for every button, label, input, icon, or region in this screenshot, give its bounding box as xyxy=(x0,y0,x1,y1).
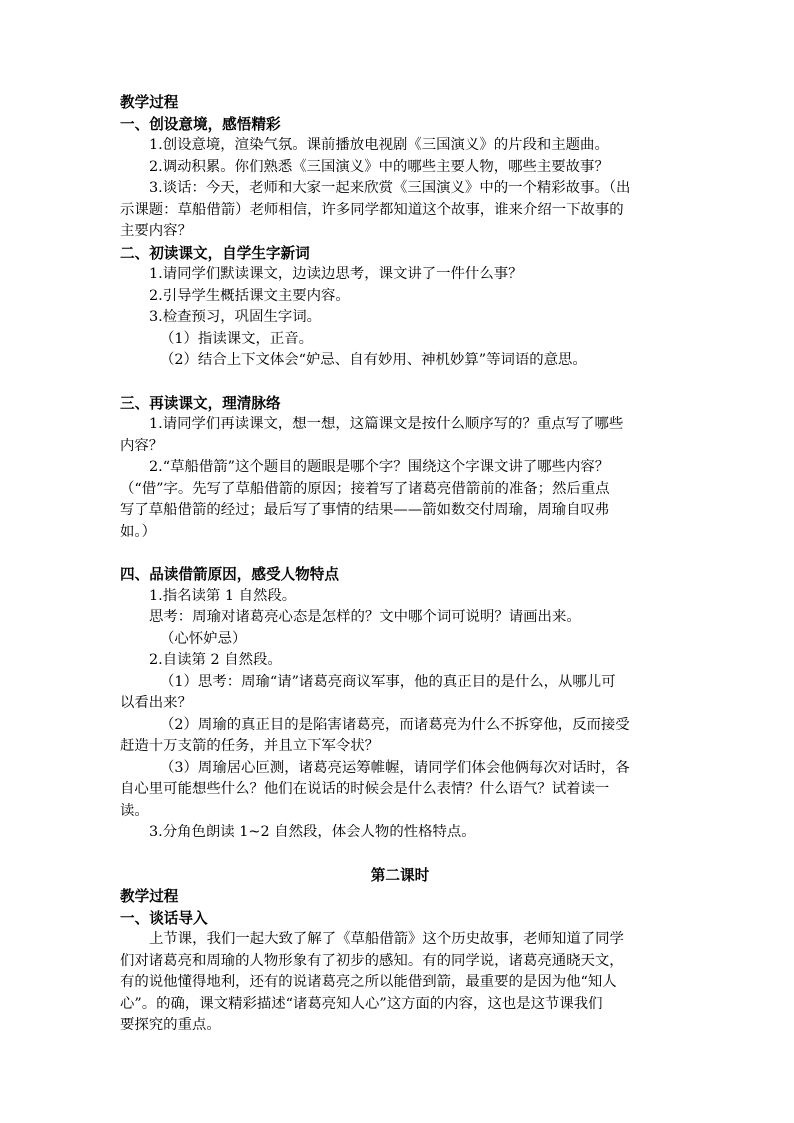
text-line: 如。） xyxy=(120,523,156,540)
section-heading: 第二课时 xyxy=(370,866,430,884)
text-line: 们对诸葛亮和周瑜的人物形象有了初步的感知。有的同学说，诸葛亮通晓天文， xyxy=(120,952,624,969)
text-line: 赶造十万支箭的任务，并且立下军令状？ xyxy=(120,738,380,754)
text-line: 有的说他懂得地利，还有的说诸葛亮之所以能借到箭，最重要的是因为他“知人 xyxy=(120,974,617,990)
text-line: 1.创设意境，渲染气氛。课前播放电视剧《三国演义》的片段和主题曲。 xyxy=(149,137,609,153)
text-line: （“借”字。先写了草船借箭的原因；接着写了诸葛亮借箭前的准备；然后重点 xyxy=(120,480,610,497)
text-line: 2.自读第 2 自然段。 xyxy=(149,652,282,668)
text-line: （3）周瑜居心叵测，诸葛亮运筹帷幄，请同学们体会他俩每次对话时，各 xyxy=(160,759,630,776)
section-heading: 二、初读课文，自学生字新词 xyxy=(120,244,310,262)
text-line: 自心里可能想些什么？他们在说话的时候会是什么表情？什么语气？试着读一 xyxy=(120,781,610,797)
text-line: 主要内容？ xyxy=(120,223,192,239)
section-heading: 一、谈话导入 xyxy=(120,909,208,927)
text-line: 写了草船借箭的经过；最后写了事情的结果——箭如数交付周瑜，周瑜自叹弗 xyxy=(120,502,610,518)
blank-line xyxy=(120,844,680,865)
blank-line xyxy=(120,372,680,393)
text-line: 读。 xyxy=(120,802,149,819)
text-line: 示课题：草船借箭）老师相信，许多同学都知道这个故事，谁来介绍一下故事的 xyxy=(120,201,624,218)
text-line: 3.分角色朗读 1~2 自然段，体会人物的性格特点。 xyxy=(149,824,476,840)
section-heading: 一、创设意境，感悟精彩 xyxy=(120,115,281,133)
text-line: 1.请同学们再读课文，想一想，这篇课文是按什么顺序写的？重点写了哪些 xyxy=(149,416,624,432)
text-line: （2）结合上下文体会“妒忌、自有妙用、神机妙算”等词语的意思。 xyxy=(160,352,587,368)
text-line: 内容？ xyxy=(120,437,164,454)
text-line: （1）思考：周瑜“请”诸葛亮商议军事，他的真正目的是什么，从哪儿可 xyxy=(160,673,616,690)
text-line: 心”。的确，课文精彩描述“诸葛亮知人心”这方面的内容，这也是这节课我们 xyxy=(120,995,603,1012)
text-line: 2.引导学生概括课文主要内容。 xyxy=(149,287,350,304)
document-page xyxy=(120,92,680,1037)
section-heading: 三、再读课文，理清脉络 xyxy=(120,394,281,412)
text-line: 1.请同学们默读课文，边读边思考，课文讲了一件什么事？ xyxy=(149,266,523,282)
text-line: 要探究的重点。 xyxy=(120,1017,221,1033)
text-line: （心怀妒忌） xyxy=(160,630,247,647)
text-line: 上节课，我们一起大致了解了《草船借箭》这个历史故事，老师知道了同学 xyxy=(149,931,624,947)
section-heading: 教学过程 xyxy=(120,888,179,905)
text-line: 3.谈话：今天，老师和大家一起来欣赏《三国演义》中的一个精彩故事。（出 xyxy=(149,180,631,196)
text-line: （2）周瑜的真正目的是陷害诸葛亮，而诸葛亮为什么不拆穿他，反而接受 xyxy=(160,716,630,733)
text-line: 思考：周瑜对诸葛亮心态是怎样的？文中哪个词可说明？请画出来。 xyxy=(149,609,581,625)
text-line: 2.调动积累。你们熟悉《三国演义》中的哪些主要人物，哪些主要故事？ xyxy=(149,158,609,175)
text-line: 1.指名读第 1 自然段。 xyxy=(149,587,297,604)
section-heading: 教学过程 xyxy=(120,94,179,111)
section-heading: 四、品读借箭原因，感受人物特点 xyxy=(120,566,339,583)
blank-line xyxy=(120,543,680,564)
text-line: 2.“草船借箭”这个题目的题眼是哪个字？围绕这个字课文讲了哪些内容？ xyxy=(149,459,610,475)
text-line: （1）指读课文，正音。 xyxy=(160,330,314,347)
text-line: 以看出来？ xyxy=(120,695,192,711)
text-line: 3.检查预习，巩固生字词。 xyxy=(149,309,322,325)
